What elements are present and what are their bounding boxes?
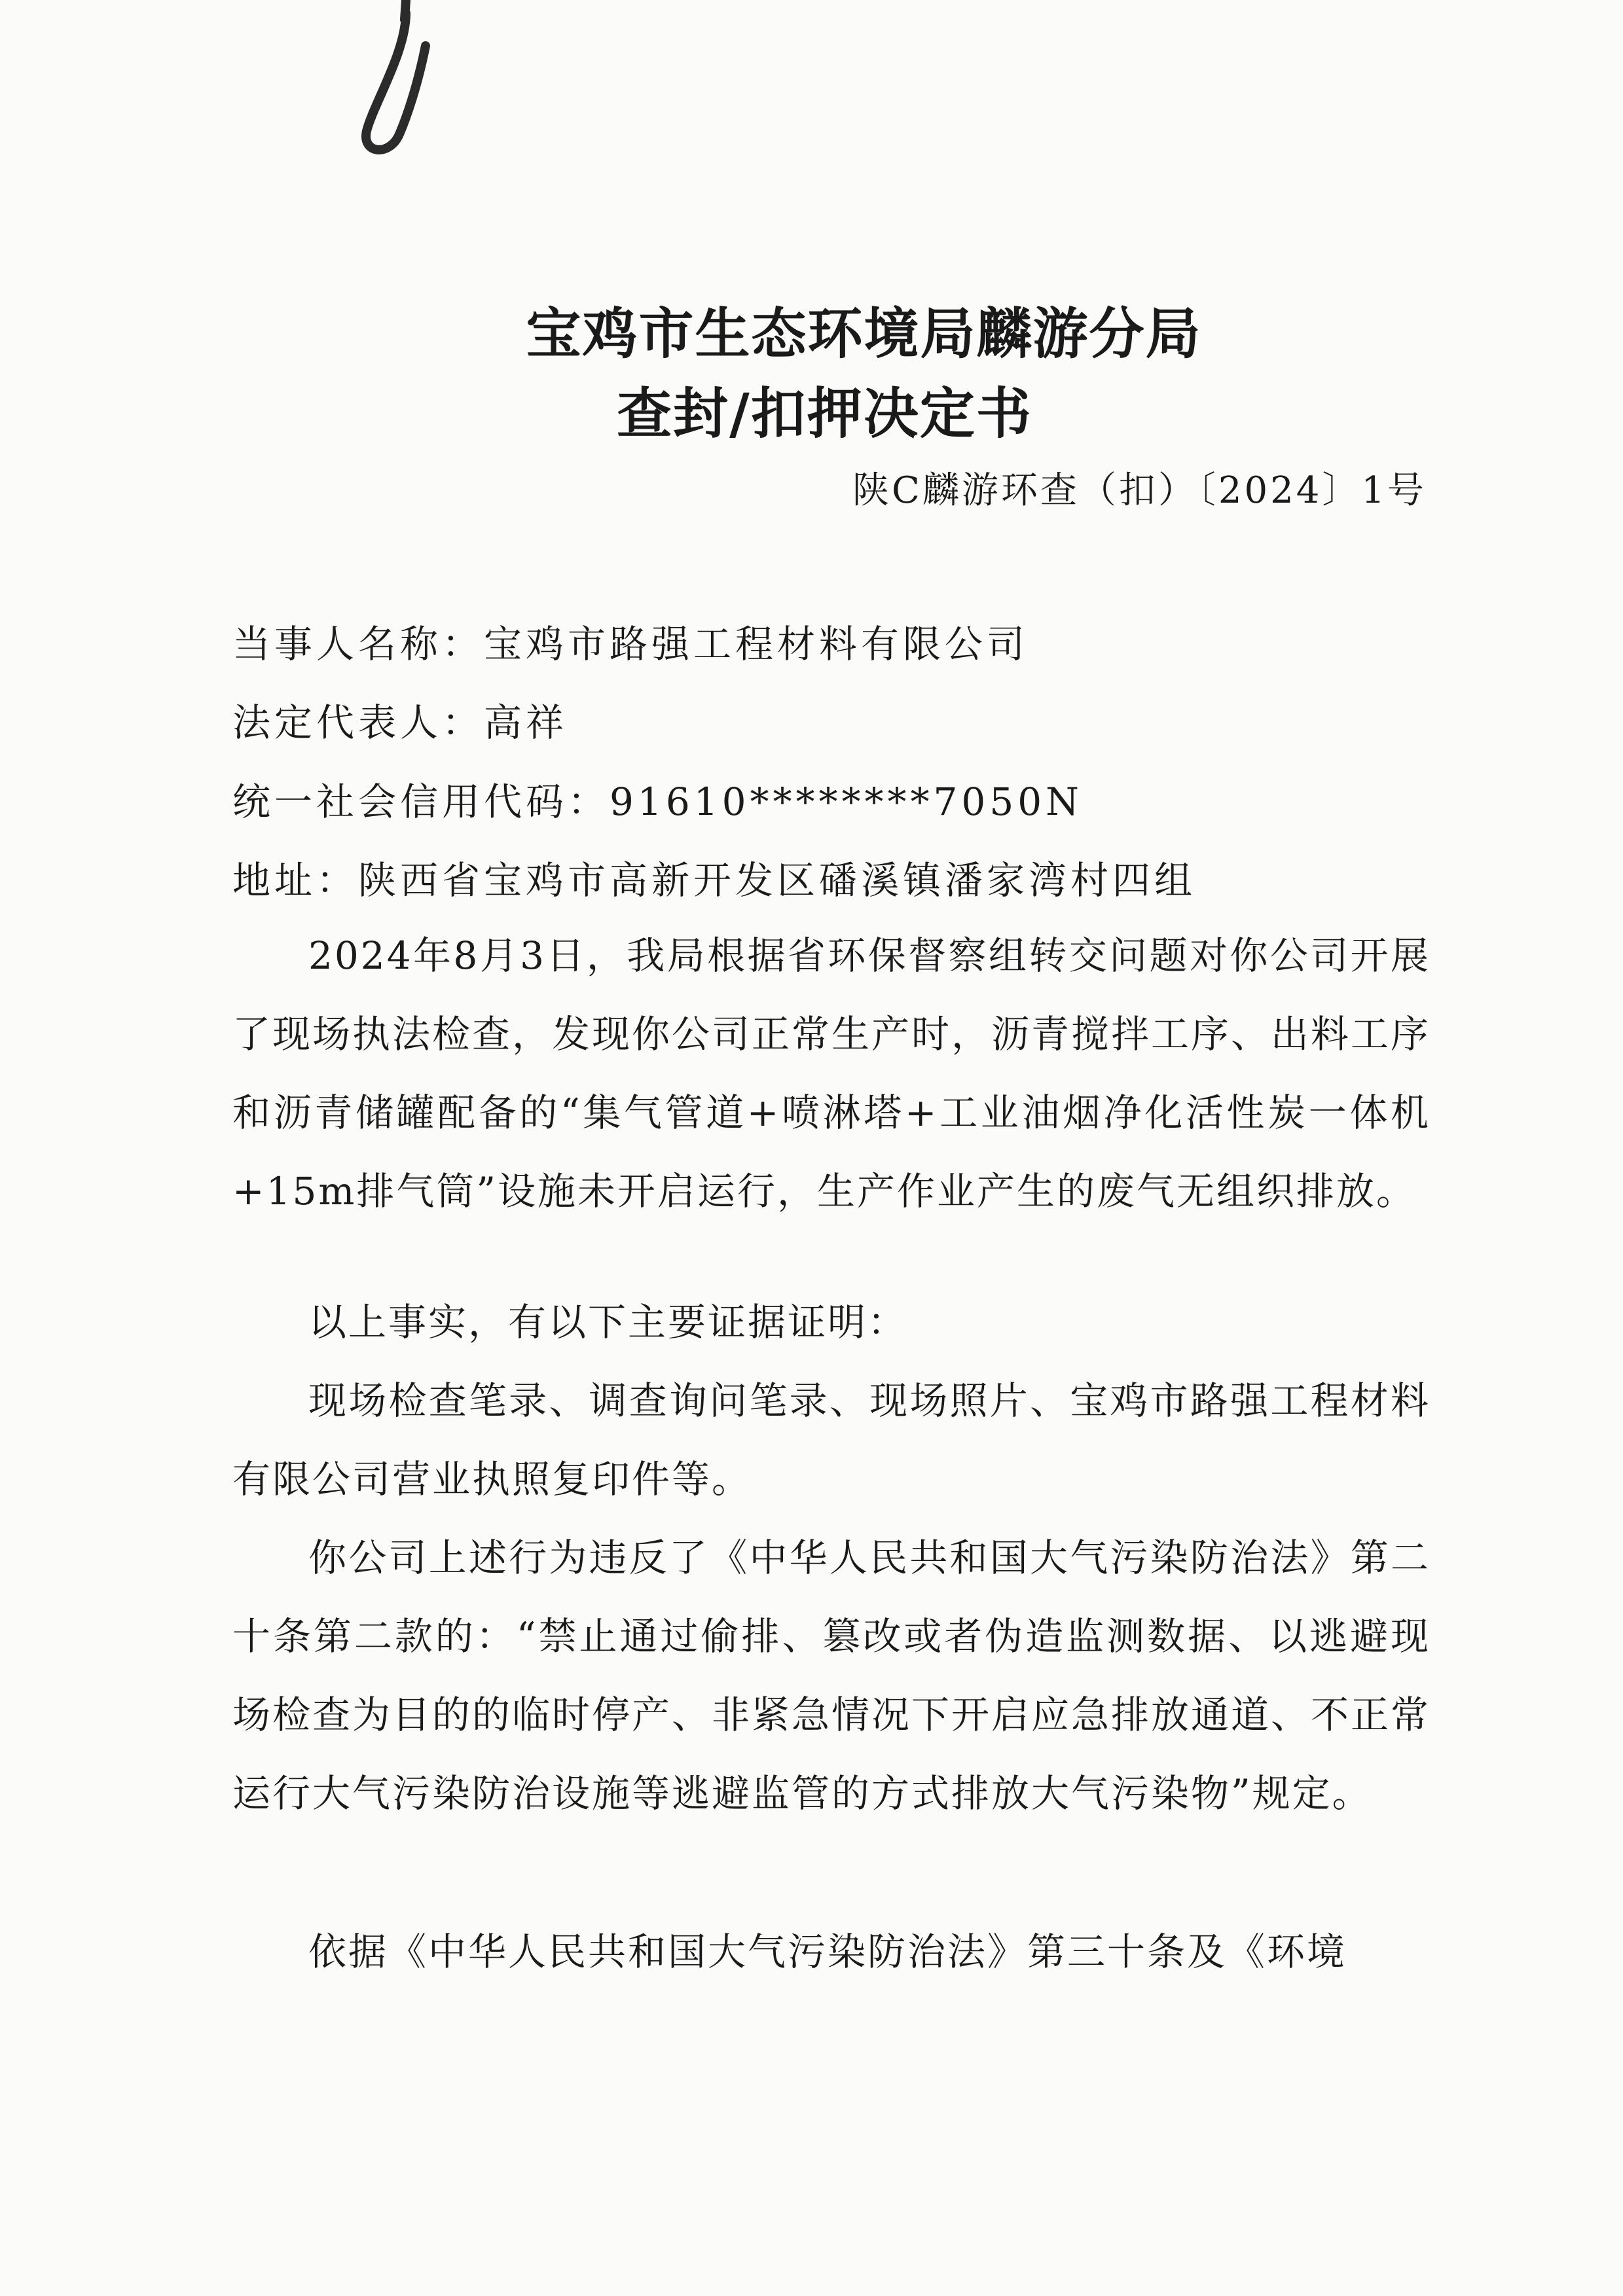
legal-rep-value: 高祥 — [484, 700, 568, 745]
paragraph-violation: 你公司上述行为违反了《中华人民共和国大气污染防治法》第二十条第二款的：“禁止通过偷排、篡改或者伪造监测数据、以逃避现场检查为目的的临时停产、非紧急情况下开启应急排放通道、不正常运行大气污染防治设施等逃避监管的方式排放大气污染物”规定。 — [232, 1535, 1431, 1816]
address-row — [232, 858, 1197, 903]
credit-code-value: 91610********7050N — [610, 780, 1083, 824]
paragraph-facts: 2024年8月3日，我局根据省环保督察组转交问题对你公司开展了现场执法检查，发现你公司正常生产时，沥青搅拌工序、出料工序和沥青储罐配备的“集气管道+喷淋塔+工业油烟净化活性炭一体机+15m排气筒”设施未开启运行，生产作业产生的废气无组织排放。 — [232, 933, 1431, 1213]
credit-code-label: 统一社会信用代码： — [232, 780, 610, 824]
legal-rep-row — [232, 700, 568, 745]
document-number: 陕C麟游环查（扣）〔2024〕1号 — [852, 469, 1427, 512]
paragraph-evidence-list: 现场检查笔录、调查询问笔录、现场照片、宝鸡市路强工程材料有限公司营业执照复印件等。 — [232, 1378, 1431, 1501]
document-title-line1: 宝鸡市生态环境局麟游分局 — [526, 301, 1202, 366]
paragraph-evidence-intro: 以上事实，有以下主要证据证明： — [308, 1300, 908, 1344]
party-name-row — [232, 622, 1029, 666]
party-name-label: 当事人名称： — [232, 622, 484, 666]
address-label: 地址： — [232, 858, 359, 903]
paper-clip-icon — [327, 0, 452, 164]
credit-code-row — [232, 780, 1083, 824]
paragraph-basis: 依据《中华人民共和国大气污染防治法》第三十条及《环境 — [308, 1929, 1347, 1974]
address-value: 陕西省宝鸡市高新开发区磻溪镇潘家湾村四组 — [358, 858, 1197, 903]
document-title-line2: 查封/扣押决定书 — [617, 381, 1032, 446]
legal-rep-label: 法定代表人： — [232, 700, 484, 745]
party-name-value: 宝鸡市路强工程材料有限公司 — [484, 622, 1029, 666]
